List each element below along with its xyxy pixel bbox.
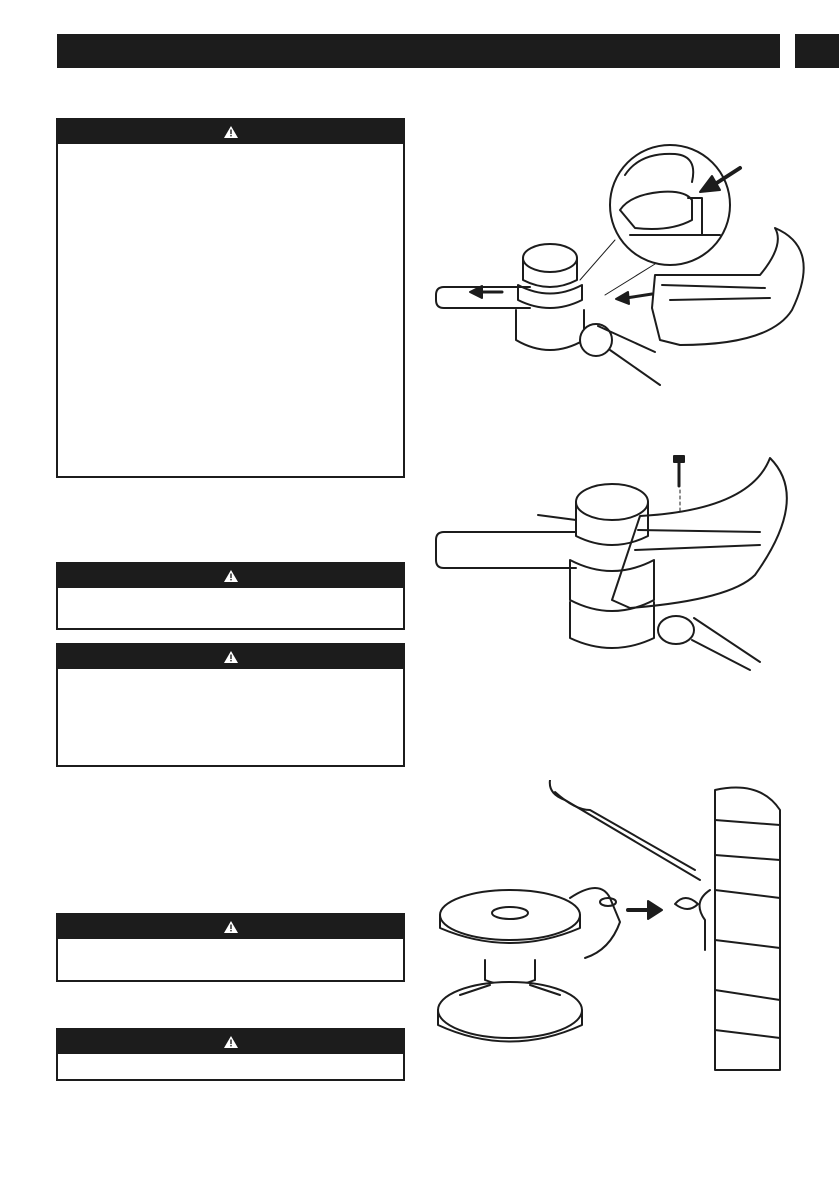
warning-triangle-icon: [224, 1036, 238, 1048]
warning-triangle-icon: [224, 651, 238, 663]
guard-screw-fastening-figure: [430, 450, 835, 675]
guard-installation-sliding-figure: [430, 140, 835, 390]
warning-box-3: [56, 643, 405, 767]
warning-header: [58, 1030, 403, 1054]
warning-triangle-icon: [224, 126, 238, 138]
warning-header: [58, 915, 403, 939]
warning-box-5: [56, 1028, 405, 1081]
warning-box-2: [56, 562, 405, 630]
warning-header: [58, 120, 403, 144]
arrow-icon: [628, 901, 662, 919]
warning-header: [58, 645, 403, 669]
screw-icon: [674, 456, 684, 486]
warning-header: [58, 564, 403, 588]
warning-box-1: [56, 118, 405, 478]
edging-wheel-attachment-figure: [430, 780, 835, 1080]
warning-triangle-icon: [224, 921, 238, 933]
page-number-tab: [795, 34, 839, 68]
header-bar: [57, 34, 780, 68]
warning-triangle-icon: [224, 570, 238, 582]
warning-box-4: [56, 913, 405, 982]
arrow-icon: [616, 292, 652, 304]
